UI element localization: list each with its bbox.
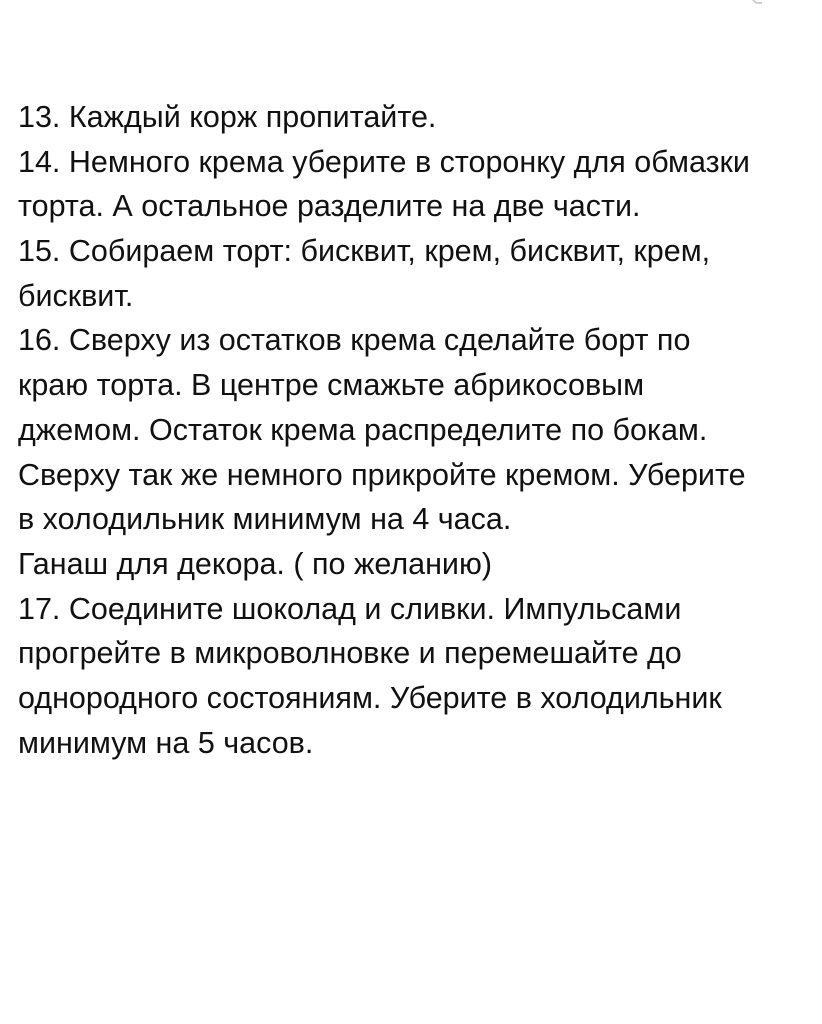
recipe-steps-text bbox=[18, 95, 822, 765]
text-line-step-14-cont: торта. А остальное разделите на две части. bbox=[18, 189, 641, 224]
text-line-step-15-cont: бисквит. bbox=[18, 278, 134, 313]
corner-mark bbox=[752, 0, 762, 4]
text-line-step-16-cont-4: в холодильник минимум на 4 часа. bbox=[18, 502, 512, 537]
text-line-step-16-cont-2: джемом. Остаток крема распределите по бокам. bbox=[18, 412, 708, 447]
text-line-step-15: 15. Собираем торт: бисквит, крем, бисквит, крем, bbox=[18, 234, 711, 269]
text-line-step-17: 17. Соедините шоколад и сливки. Импульсами bbox=[18, 591, 682, 626]
text-line-step-17-cont-1: прогрейте в микроволновке и перемешайте до bbox=[18, 636, 682, 671]
text-line-step-17-cont-3: минимум на 5 часов. bbox=[18, 725, 314, 760]
text-line-step-16-cont-3: Сверху так же немного прикройте кремом. Уберите bbox=[18, 457, 746, 492]
text-line-step-16: 16. Сверху из остатков крема сделайте борт по bbox=[18, 323, 691, 358]
text-line-step-17-cont-2: однородного состояниям. Уберите в холодильник bbox=[18, 680, 722, 715]
text-line-step-13: 13. Каждый корж пропитайте. bbox=[18, 100, 437, 134]
text-line-step-14: 14. Немного крема уберите в сторонку для обмазки bbox=[18, 144, 750, 179]
text-line-step-16-cont-1: краю торта. В центре смажьте абрикосовым bbox=[18, 368, 645, 403]
text-line-ganache-heading: Ганаш для декора. ( по желанию) bbox=[18, 546, 492, 581]
